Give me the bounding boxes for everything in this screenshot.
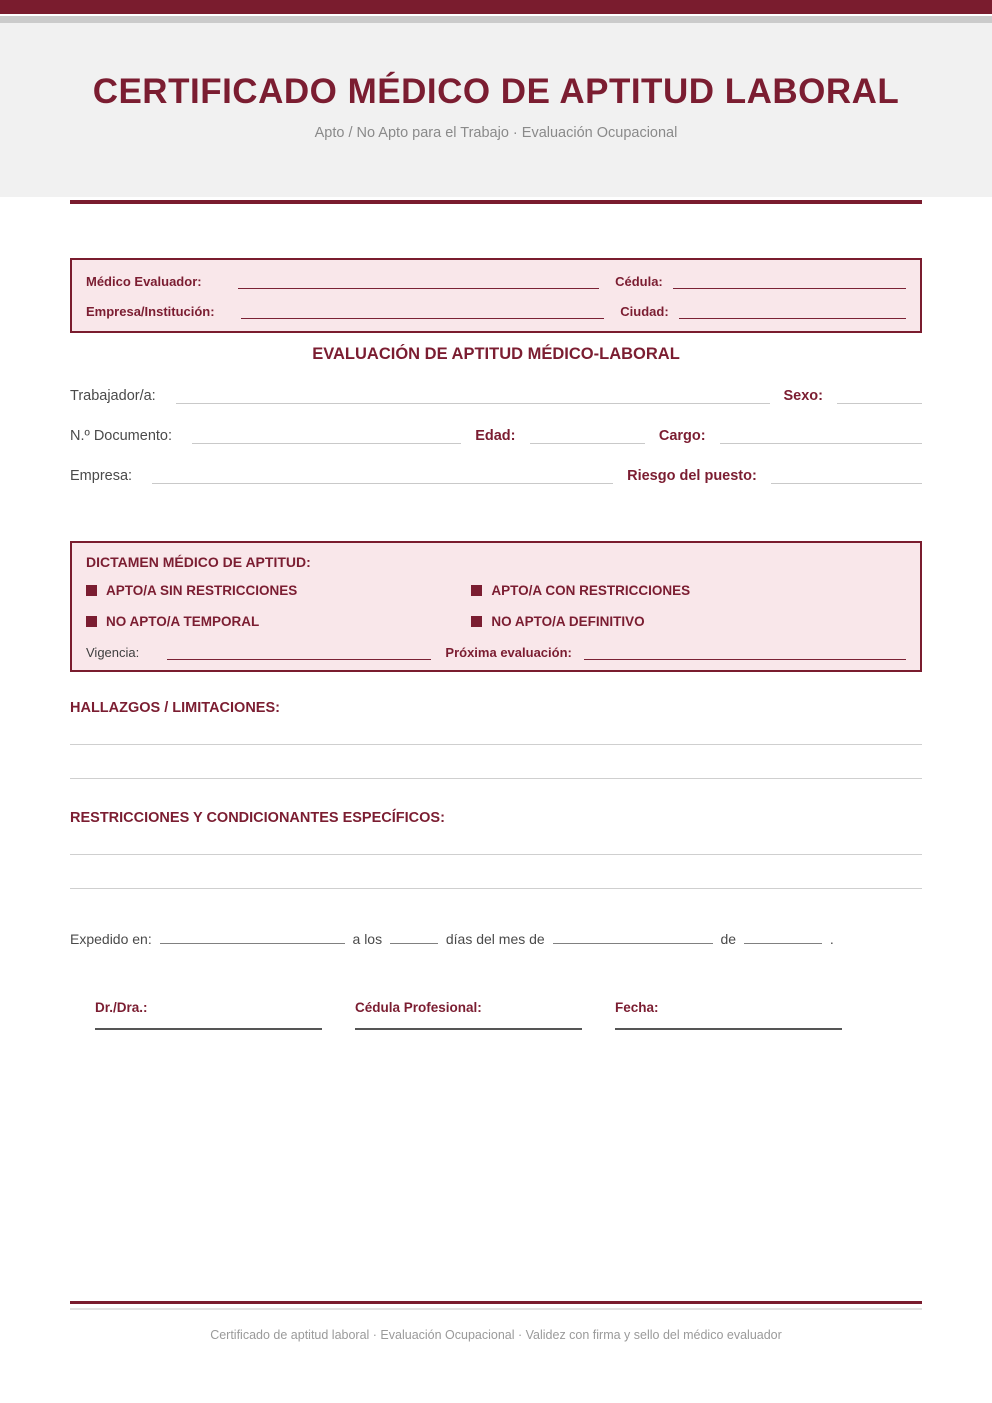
- footer-divider-shadow: [70, 1308, 922, 1310]
- empresa-institucion-label: Empresa/Institución:: [86, 304, 215, 319]
- signature-block: [70, 1000, 922, 1030]
- signature-doctor: [95, 1000, 322, 1030]
- empresa-field[interactable]: [152, 472, 613, 484]
- restricciones-title: RESTRICCIONES Y CONDICIONANTES ESPECÍFICOS:: [70, 810, 445, 826]
- evaluator-info-box: [70, 258, 922, 333]
- proxima-evaluacion-label: Próxima evaluación:: [445, 645, 572, 660]
- dictamen-options: [86, 583, 906, 629]
- dictamen-box: [70, 541, 922, 672]
- document-footer: [70, 1301, 922, 1342]
- worker-row-1: [70, 381, 922, 404]
- header-divider-rule: [70, 200, 922, 204]
- option-apto-sin-restricciones[interactable]: [86, 583, 471, 598]
- riesgo-puesto-label: Riesgo del puesto:: [627, 468, 757, 484]
- document-header: [0, 0, 992, 197]
- expedido-text: a los: [352, 931, 383, 947]
- vigencia-field[interactable]: [167, 647, 431, 660]
- expedido-text: Expedido en:: [70, 931, 152, 947]
- expedido-statement: [70, 931, 922, 947]
- signature-fecha: [615, 1000, 842, 1030]
- sexo-field[interactable]: [837, 392, 922, 404]
- cedula-profesional-label: Cédula Profesional:: [355, 1000, 482, 1015]
- header-top-stripe: [0, 0, 992, 14]
- doctor-signature-field[interactable]: [95, 1028, 322, 1030]
- vigencia-row: [86, 642, 906, 660]
- checkbox-icon[interactable]: [471, 585, 482, 596]
- ciudad-label: Ciudad:: [620, 304, 669, 319]
- option-label: NO APTO/A TEMPORAL: [106, 614, 260, 629]
- expedido-text: .: [829, 931, 834, 947]
- hallazgos-writing-line[interactable]: [70, 744, 922, 745]
- cedula-profesional-field[interactable]: [355, 1028, 582, 1030]
- option-label: APTO/A CON RESTRICCIONES: [491, 583, 691, 598]
- medico-evaluador-field[interactable]: [238, 275, 600, 289]
- worker-row-3: [70, 461, 922, 484]
- trabajador-label: Trabajador/a:: [70, 388, 156, 404]
- documento-label: N.º Documento:: [70, 428, 173, 444]
- fecha-field[interactable]: [615, 1028, 842, 1030]
- fecha-label: Fecha:: [615, 1000, 659, 1015]
- restricciones-writing-line[interactable]: [70, 854, 922, 855]
- document-body: [0, 200, 992, 1030]
- expedido-dia-field[interactable]: [390, 931, 438, 944]
- sexo-label: Sexo:: [783, 388, 823, 404]
- checkbox-icon[interactable]: [471, 616, 482, 627]
- expedido-anio-field[interactable]: [744, 931, 822, 944]
- cargo-label: Cargo:: [658, 428, 706, 444]
- option-label: NO APTO/A DEFINITIVO: [491, 614, 645, 629]
- expedido-text: días del mes de: [445, 931, 545, 947]
- hallazgos-title: HALLAZGOS / LIMITACIONES:: [70, 700, 280, 716]
- option-apto-con-restricciones[interactable]: [471, 583, 906, 598]
- checkbox-icon[interactable]: [86, 616, 97, 627]
- expedido-text: de: [720, 931, 737, 947]
- signature-cedula: [355, 1000, 582, 1030]
- evaluator-row-2: [86, 304, 906, 319]
- page-subtitle: Apto / No Apto para el Trabajo · Evaluación Ocupacional: [314, 124, 678, 141]
- cedula-field[interactable]: [673, 275, 906, 289]
- cedula-label: Cédula:: [615, 274, 663, 289]
- worker-row-2: [70, 421, 922, 444]
- checkbox-icon[interactable]: [86, 585, 97, 596]
- empresa-label: Empresa:: [70, 468, 133, 484]
- hallazgos-writing-line[interactable]: [70, 778, 922, 779]
- trabajador-field[interactable]: [176, 392, 770, 404]
- cargo-field[interactable]: [720, 432, 922, 444]
- footer-divider-rule: [70, 1301, 922, 1304]
- vigencia-label: Vigencia:: [86, 645, 140, 660]
- evaluation-section-title: EVALUACIÓN DE APTITUD MÉDICO-LABORAL: [312, 345, 680, 363]
- proxima-evaluacion-field[interactable]: [584, 647, 906, 660]
- header-gray-stripe: [0, 16, 992, 23]
- evaluator-row-1: [86, 274, 906, 289]
- option-label: APTO/A SIN RESTRICCIONES: [106, 583, 298, 598]
- edad-field[interactable]: [530, 432, 645, 444]
- ciudad-field[interactable]: [679, 305, 906, 319]
- medico-evaluador-label: Médico Evaluador:: [86, 274, 202, 289]
- documento-field[interactable]: [192, 432, 461, 444]
- option-no-apto-temporal[interactable]: [86, 614, 471, 629]
- footer-text: Certificado de aptitud laboral · Evaluación Ocupacional · Validez con firma y sello del médico evaluador: [210, 1328, 782, 1342]
- dictamen-title: DICTAMEN MÉDICO DE APTITUD:: [86, 554, 311, 570]
- option-no-apto-definitivo[interactable]: [471, 614, 906, 629]
- expedido-lugar-field[interactable]: [160, 931, 345, 944]
- doctor-label: Dr./Dra.:: [95, 1000, 148, 1015]
- expedido-mes-field[interactable]: [553, 931, 713, 944]
- page-title: CERTIFICADO MÉDICO DE APTITUD LABORAL: [92, 72, 900, 111]
- riesgo-puesto-field[interactable]: [771, 472, 922, 484]
- edad-label: Edad:: [475, 428, 516, 444]
- empresa-institucion-field[interactable]: [241, 305, 605, 319]
- restricciones-writing-line[interactable]: [70, 888, 922, 889]
